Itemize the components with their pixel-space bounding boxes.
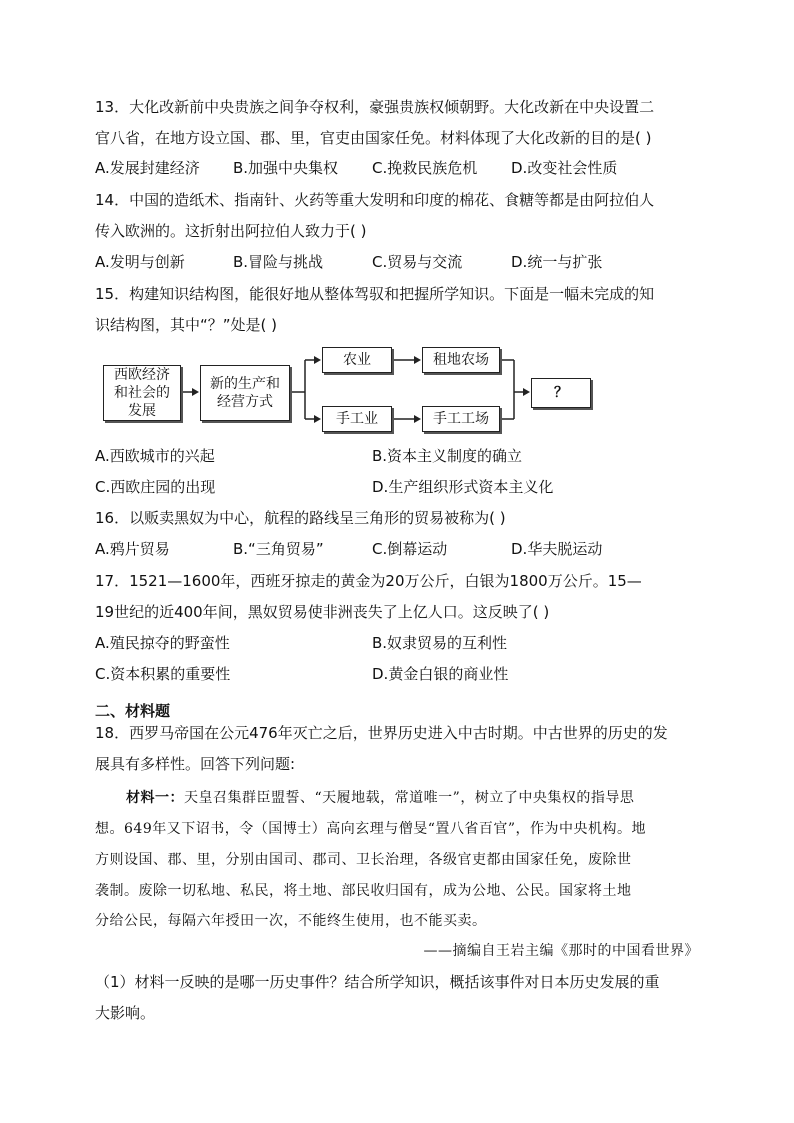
q15-stem-line2: 识结构图，其中“？”处是( ) [95, 316, 278, 334]
arrowhead [414, 356, 421, 364]
arrowhead [314, 415, 321, 423]
diagram-box-workshop: 手工工场 [422, 406, 500, 432]
q13-option-a: A.发展封建经济 [95, 159, 200, 177]
q17-option-d: D.黄金白银的商业性 [372, 665, 509, 683]
q15-option-c: C.西欧庄园的出现 [95, 478, 216, 496]
q16-option-d: D.华夫脱运动 [511, 540, 603, 558]
material-line2: 想。649年又下诏书，令（国博士）高向玄理与僧旻“置八省百官”，作为中央机构。地 [95, 821, 647, 837]
q13-stem-line2: 官八省，在地方设立国、郡、里，官吏由国家任免。材料体现了大化改新的目的是( ) [95, 129, 652, 147]
q14-option-c: C.贸易与交流 [372, 253, 463, 271]
q18-sub1-line1: （1）材料一反映的是哪一历史事件？结合所学知识，概括该事件对日本历史发展的重 [95, 973, 660, 991]
q17-option-c: C.资本积累的重要性 [95, 665, 231, 683]
q13-stem-line1: 13．大化改新前中央贵族之间争夺权利，豪强贵族权倾朝野。大化改新在中央设置二 [95, 98, 655, 116]
q14-stem-line2: 传入欧洲的。这折射出阿拉伯人致力于( ) [95, 222, 367, 240]
q16-option-c: C.倒幕运动 [372, 540, 448, 558]
material-text: 天皇召集群臣盟誓、“天履地载，常道唯一”，树立了中央集权的指导思 [184, 790, 635, 806]
arrowhead [314, 356, 321, 364]
arrowhead [414, 415, 421, 423]
material-line4: 袭制。废除一切私地、私民，将土地、部民收归国有，成为公地、公民。国家将土地 [95, 883, 632, 899]
box-text-line: 经营方式 [217, 394, 273, 410]
diagram-box-rental-farm: 租地农场 [422, 347, 500, 373]
q15-option-a: A.西欧城市的兴起 [95, 447, 215, 465]
q14-stem-line1: 14．中国的造纸术、指南针、火药等重大发明和印度的棉花、食糖等都是由阿拉伯人 [95, 191, 655, 209]
q17-stem-line1: 17．1521—1600年，西班牙掠走的黄金为20万公斤，白银为1800万公斤。15— [95, 572, 642, 590]
arrowhead [192, 388, 199, 396]
diagram-box-western-economy [103, 365, 181, 421]
material-line3: 方则设国、郡、里，分别由国司、郡司、卫长治理，各级官吏都由国家任免，废除世 [95, 852, 632, 868]
arrowhead [523, 388, 530, 396]
material-source: ——摘编自王岩主编《那时的中国看世界》 [423, 943, 699, 959]
q14-option-a: A.发明与创新 [95, 253, 185, 271]
q13-option-c: C.挽救民族危机 [372, 159, 478, 177]
q17-option-a: A.殖民掠夺的野蛮性 [95, 634, 230, 652]
q15-stem-line1: 15．构建知识结构图，能很好地从整体驾驭和把握所学知识。下面是一幅未完成的知 [95, 285, 655, 303]
q17-stem-line2: 19世纪的近400年间，黑奴贸易使非洲丧失了上亿人口。这反映了( ) [95, 603, 550, 621]
q16-option-a: A.鸦片贸易 [95, 540, 170, 558]
q17-option-b: B.奴隶贸易的互利性 [372, 634, 508, 652]
q18-sub1-line2: 大影响。 [95, 1004, 156, 1022]
material-label: 材料一： [126, 790, 184, 806]
q16-stem-line1: 16．以贩卖黑奴为中心，航程的路线呈三角形的贸易被称为( ) [95, 509, 506, 527]
q18-stem-line1: 18．西罗马帝国在公元476年灭亡之后，世界历史进入中古时期。中古世界的历史的发 [95, 724, 668, 742]
q13-option-d: D.改变社会性质 [511, 159, 618, 177]
diagram-box-question: ？ [531, 378, 591, 408]
q14-option-d: D.统一与扩张 [511, 253, 603, 271]
q16-option-b: B.“三角贸易” [233, 540, 324, 558]
q14-option-b: B.冒险与挑战 [233, 253, 324, 271]
q15-option-b: B.资本主义制度的确立 [372, 447, 523, 465]
q18-stem-line2: 展具有多样性。回答下列问题: [95, 755, 296, 773]
material-line1 [126, 788, 634, 808]
box-text-line: 发展 [128, 403, 156, 419]
q13-option-b: B.加强中央集权 [233, 159, 339, 177]
q15-option-d: D.生产组织形式资本主义化 [372, 478, 554, 496]
material-line5: 分给公民，每隔六年授田一次，不能终生使用，也不能买卖。 [95, 913, 487, 929]
diagram-box-agriculture: 农业 [322, 347, 392, 373]
diagram-box-new-production [200, 365, 290, 421]
box-text-line: 西欧经济 [114, 367, 170, 383]
box-text-line: 和社会的 [114, 385, 170, 401]
diagram-box-handicraft: 手工业 [322, 406, 392, 432]
box-text-line: 新的生产和 [210, 376, 280, 392]
section-title: 二、材料题 [95, 702, 171, 720]
